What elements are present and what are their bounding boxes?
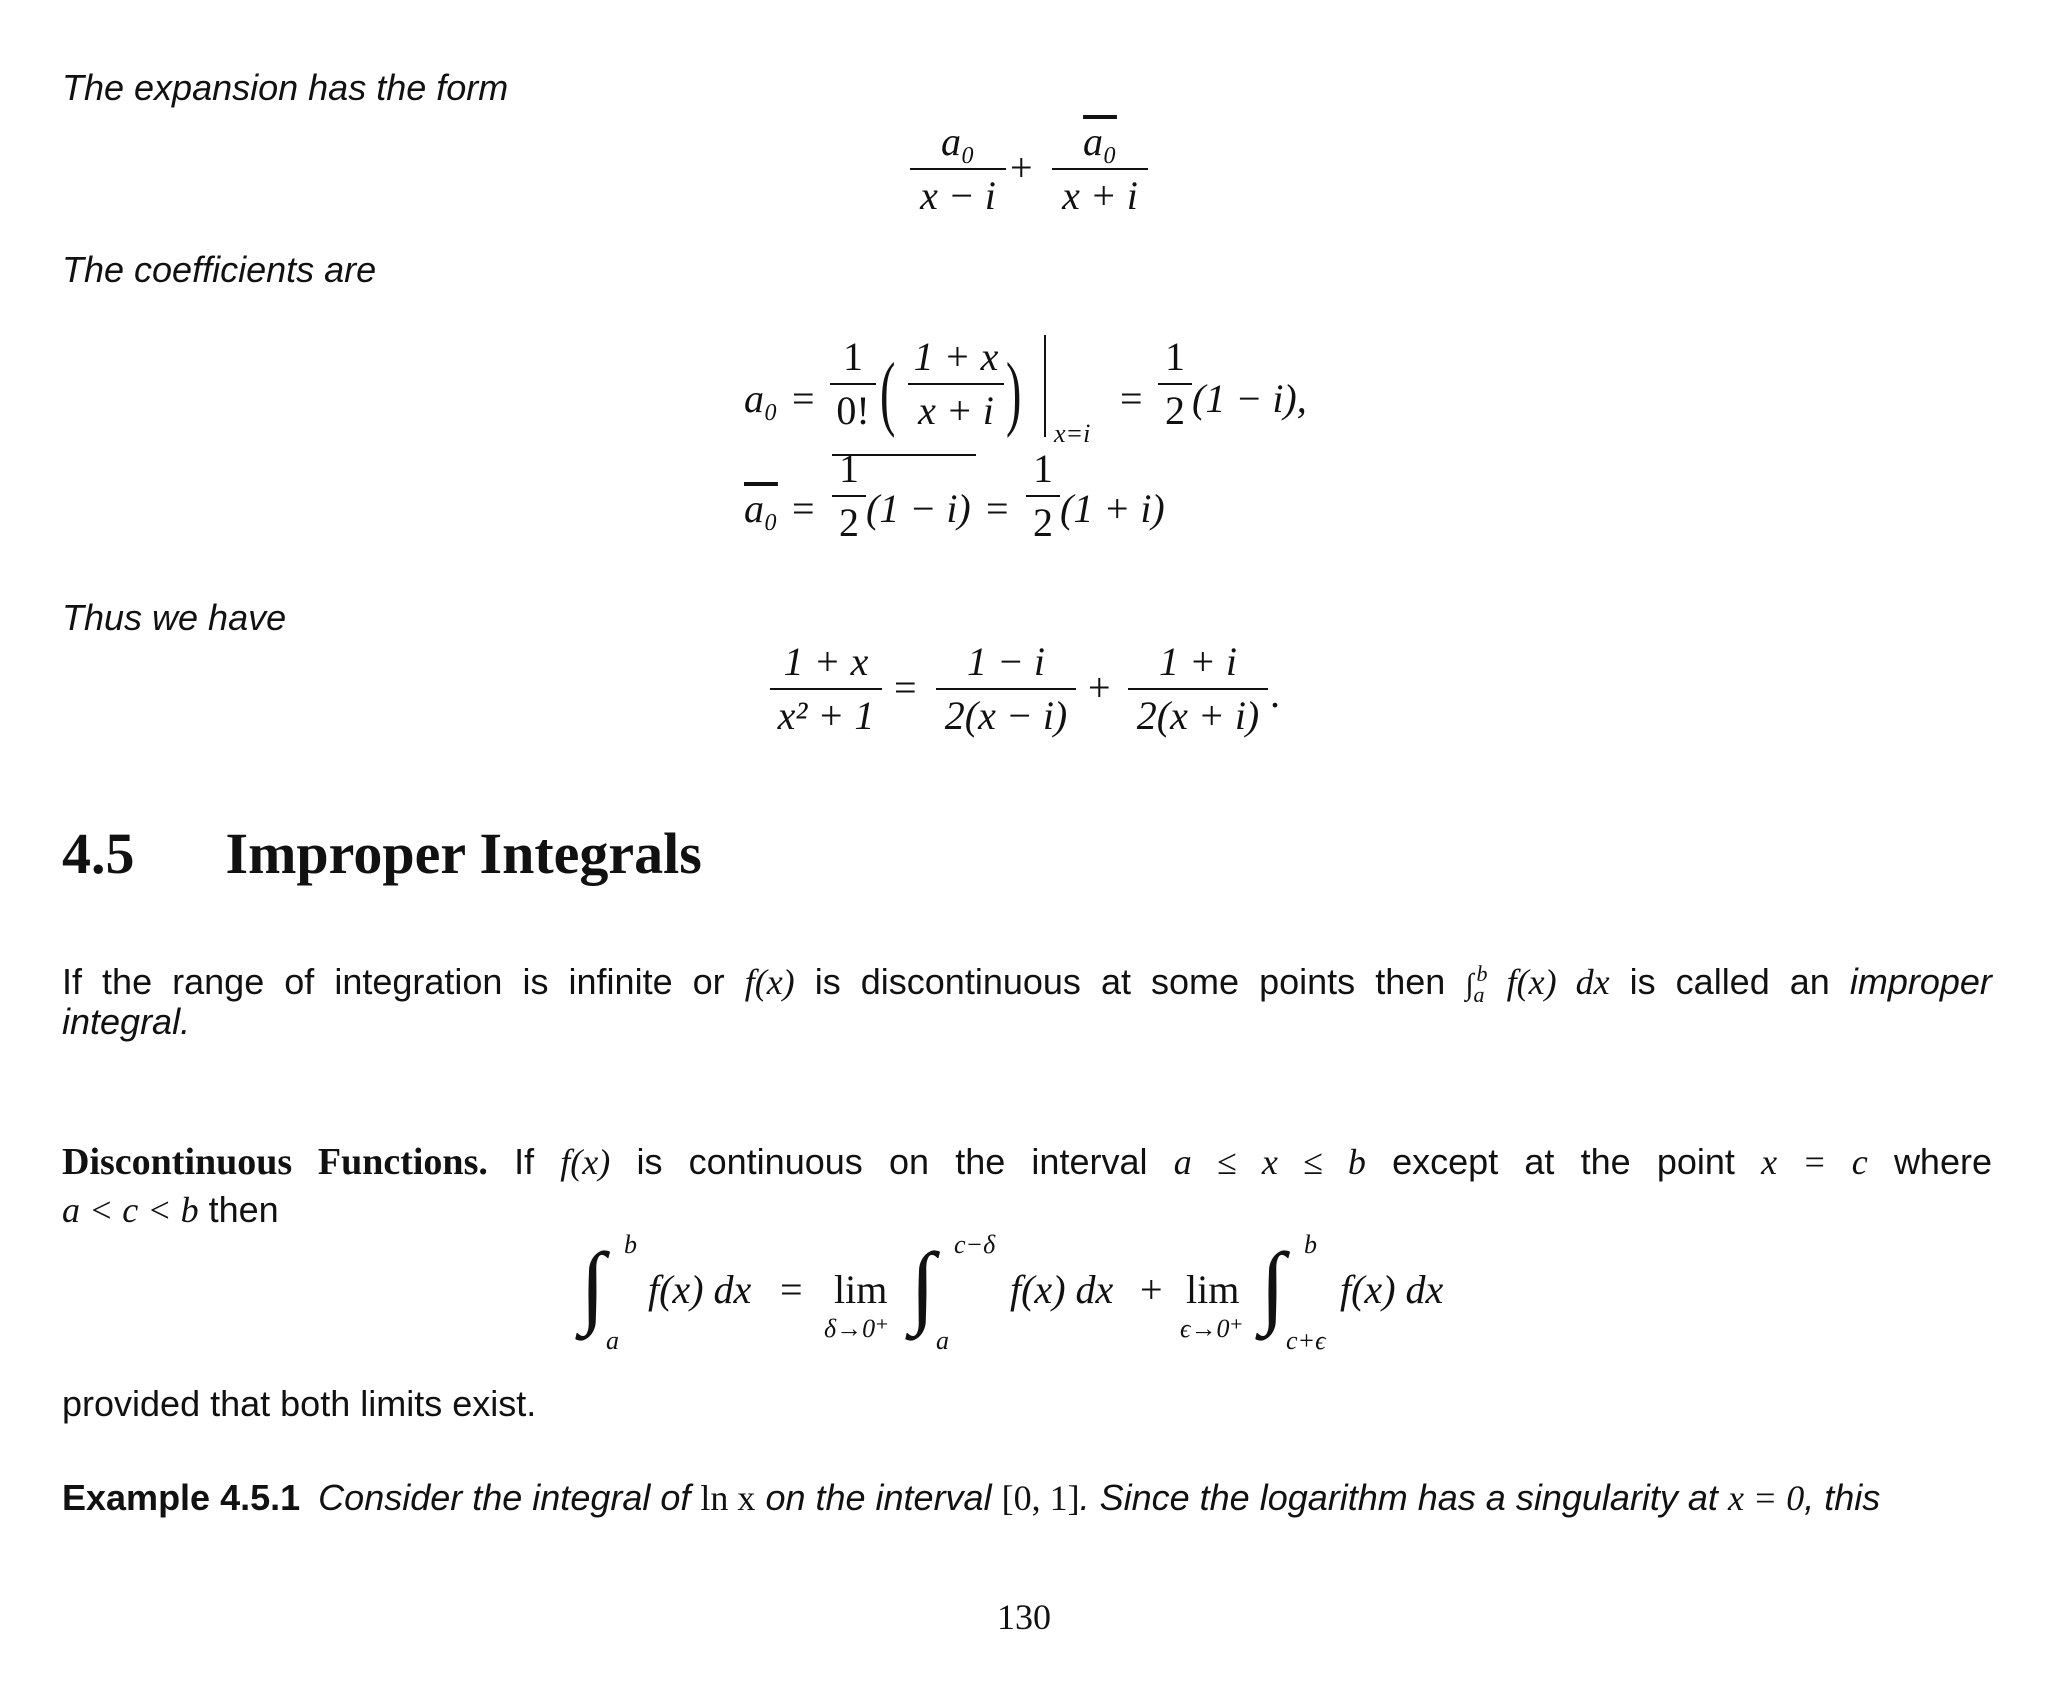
- term: (1 + i): [1060, 486, 1165, 531]
- section-number: 4.5: [62, 821, 135, 886]
- numerator-conjugate: a₀: [1083, 119, 1117, 164]
- upper-limit: c−δ: [954, 1230, 996, 1259]
- lim-operator: lim: [834, 1267, 888, 1312]
- left-paren: (: [880, 346, 896, 439]
- numerator: 1: [843, 334, 863, 379]
- numerator: a₀: [941, 119, 975, 164]
- lim-operator: lim: [1186, 1267, 1240, 1312]
- math-point: x = 0: [1727, 1478, 1805, 1518]
- integral-sign: ∫: [580, 1234, 606, 1336]
- text-run: , this: [1804, 1477, 1881, 1518]
- denominator: 2(x + i): [1136, 693, 1260, 738]
- upper-limit: b: [624, 1230, 637, 1259]
- section-heading: [62, 820, 702, 887]
- integral-sign: ∫: [910, 1234, 936, 1336]
- numerator: 1: [1033, 446, 1053, 491]
- numerator: 1: [839, 446, 859, 491]
- denominator: x + i: [1062, 173, 1138, 218]
- numerator: 1 + x: [913, 334, 999, 379]
- math-ln-x: ln x: [700, 1478, 756, 1518]
- integrand: f(x) dx: [1340, 1267, 1444, 1312]
- math-interval: a ≤ x ≤ b: [1173, 1142, 1366, 1182]
- provided-text: provided that both limits exist.: [62, 1383, 537, 1424]
- term: (1 − i): [866, 486, 971, 531]
- text-run: then: [208, 1189, 279, 1230]
- fraction: [1026, 447, 1060, 545]
- coefficients-intro: The coefficients are: [62, 249, 377, 290]
- text-run: is continuous on the interval: [636, 1141, 1148, 1182]
- inline-integral: $\int_a^b$ f(x) dx: [1465, 961, 1610, 1008]
- evaluation-point: x=i: [1054, 419, 1091, 448]
- math-interval: [0, 1]: [1001, 1478, 1080, 1518]
- math-point: x = c: [1761, 1142, 1868, 1182]
- numerator: 1 − i: [966, 639, 1046, 684]
- text-run: on the interval: [765, 1477, 992, 1518]
- denominator: 0!: [836, 388, 870, 433]
- a0-symbol: a₀: [744, 376, 778, 421]
- integrand: f(x) dx: [1010, 1267, 1114, 1312]
- denominator: 2: [1033, 500, 1053, 545]
- lower-limit: a: [606, 1326, 619, 1355]
- text-run: . Since the logarithm has a singularity at: [1079, 1477, 1718, 1518]
- text-run: is discontinuous at some points then: [814, 961, 1446, 1002]
- fraction: [908, 335, 1004, 433]
- denominator: 2: [1165, 388, 1185, 433]
- text-run: is called an: [1629, 961, 1830, 1002]
- discontinuous-paragraph-line2: [62, 1186, 279, 1234]
- text-run: Consider the integral of: [318, 1477, 691, 1518]
- numerator: 1: [1165, 334, 1185, 379]
- upper-limit: b: [1476, 961, 1488, 986]
- a0-conjugate-symbol: a₀: [744, 486, 778, 531]
- lower-limit: a: [936, 1326, 949, 1355]
- expansion-intro: The expansion has the form: [62, 67, 509, 108]
- integral-word: integral.: [62, 1001, 191, 1042]
- lower-limit: a: [1473, 982, 1485, 1008]
- example-line: [62, 1474, 1992, 1522]
- period: .: [1270, 671, 1280, 716]
- integrand: f(x) dx: [1506, 962, 1610, 1002]
- partial-fraction-equation: [770, 640, 1290, 750]
- equals-sign: =: [792, 486, 815, 531]
- fraction: [936, 640, 1076, 738]
- improper-integral-equation: [580, 1230, 1480, 1360]
- denominator: x − i: [920, 173, 996, 218]
- plus-sign: +: [1010, 145, 1033, 190]
- expansion-equation: [910, 120, 1150, 230]
- fraction: [1158, 335, 1192, 433]
- fraction: [832, 447, 866, 545]
- fraction: [830, 335, 876, 433]
- plus-sign: +: [1088, 665, 1111, 710]
- fraction: [770, 640, 882, 738]
- right-paren: ): [1006, 346, 1022, 439]
- equals-sign: =: [1120, 376, 1143, 421]
- fraction: [1128, 640, 1268, 738]
- example-label: Example 4.5.1: [62, 1477, 301, 1518]
- text-run: If: [514, 1141, 535, 1182]
- lim-subscript: δ→0⁺: [824, 1314, 889, 1343]
- equals-sign: =: [894, 665, 917, 710]
- equals-sign: =: [780, 1267, 803, 1312]
- thus-intro: Thus we have: [62, 597, 287, 638]
- text-run: where: [1893, 1141, 1992, 1182]
- math-fx: f(x): [744, 962, 795, 1002]
- denominator: x + i: [918, 388, 994, 433]
- denominator: 2(x − i): [944, 693, 1068, 738]
- section-title: Improper Integrals: [225, 821, 702, 886]
- numerator: 1 + i: [1158, 639, 1238, 684]
- fraction: [910, 120, 1006, 218]
- upper-limit: b: [1304, 1230, 1317, 1259]
- improper-word: improper: [1849, 961, 1992, 1002]
- lower-limit: c+ϵ: [1286, 1326, 1326, 1355]
- discontinuous-paragraph-line1: [62, 1138, 1992, 1186]
- text-run: except at the point: [1392, 1141, 1735, 1182]
- numerator: 1 + x: [783, 639, 869, 684]
- evaluation-bar: [1044, 335, 1046, 437]
- integrand: f(x) dx: [648, 1267, 752, 1312]
- lim-subscript: ϵ→0⁺: [1180, 1314, 1244, 1343]
- math-inequality: a < c < b: [62, 1190, 199, 1230]
- integral-sign: ∫: [1260, 1234, 1286, 1336]
- equals-sign: =: [986, 486, 1009, 531]
- fraction: [1052, 120, 1148, 218]
- improper-paragraph-line1: [62, 950, 1992, 1019]
- denominator: 2: [839, 500, 859, 545]
- plus-sign: +: [1140, 1267, 1163, 1312]
- discontinuous-heading: Discontinuous Functions.: [62, 1141, 488, 1183]
- denominator: x² + 1: [777, 693, 875, 738]
- coefficients-equation: [740, 335, 1340, 550]
- text-run: If the range of integration is infinite or: [62, 961, 725, 1002]
- page-number: 130: [997, 1597, 1051, 1637]
- math-fx: f(x): [560, 1142, 611, 1182]
- equals-sign: =: [792, 376, 815, 421]
- term: (1 − i),: [1192, 376, 1307, 421]
